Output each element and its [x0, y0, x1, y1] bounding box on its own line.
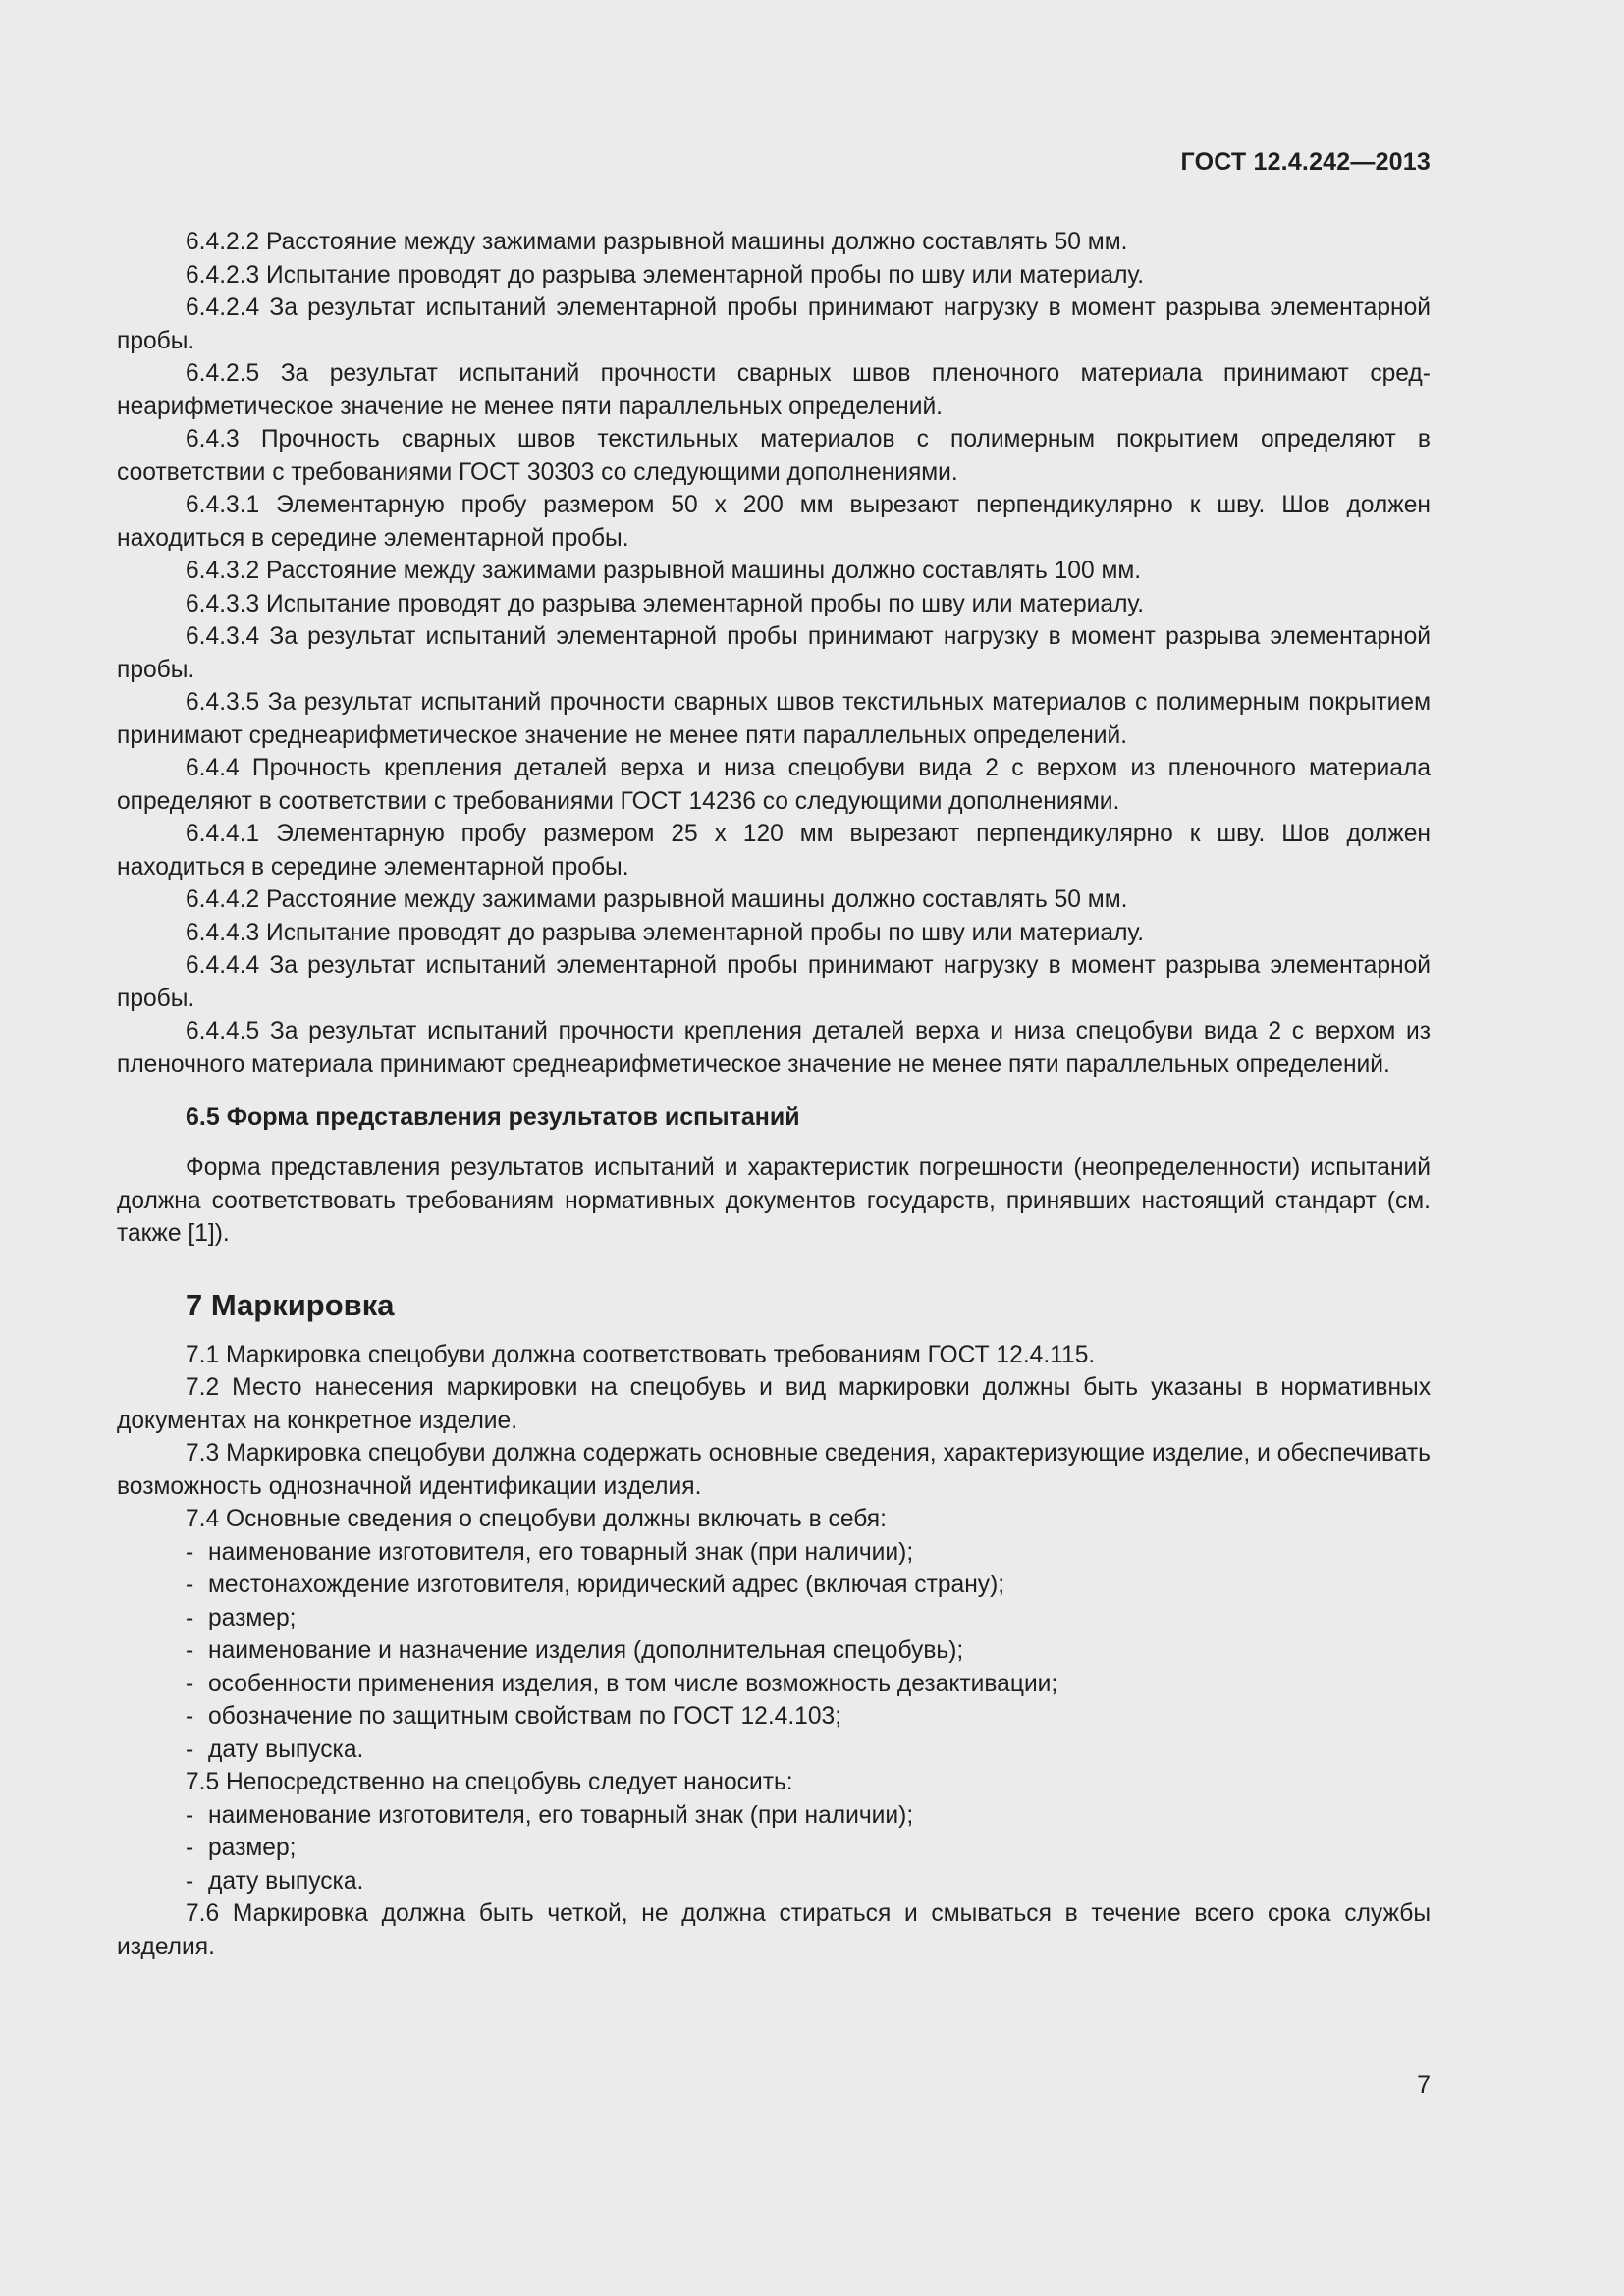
- paragraph-6-4-4-5: 6.4.4.5 За результат испытаний прочности крепления деталей верха и низа спецобуви вида 2 с верхом из пленочного материала принимают среднеарифметическое значение не менее пяти параллельных определений.: [117, 1018, 1431, 1078]
- list-item: - наименование и назначение изделия (дополнительная спецобувь);: [117, 1634, 1431, 1668]
- paragraph-7-6: 7.6 Маркировка должна быть четкой, не должна стираться и смываться в течение всего срока службы изделия.: [117, 1900, 1431, 1960]
- list-item: - обозначение по защитным свойствам по ГОСТ 12.4.103;: [117, 1700, 1431, 1734]
- paragraph-6-4-2-3: 6.4.2.3 Испытание проводят до разрыва элементарной пробы по шву или материалу.: [186, 261, 1145, 289]
- list-item: - дату выпуска.: [117, 1865, 1431, 1898]
- document-page: [117, 0, 1431, 2296]
- list-item: - размер;: [117, 1832, 1431, 1865]
- list-item: - наименование изготовителя, его товарный знак (при наличии);: [117, 1799, 1431, 1833]
- paragraph-7-2: 7.2 Место нанесения маркировки на спецобувь и вид маркировки должны быть указаны в нормативных документах на конкретное изделие.: [117, 1374, 1431, 1434]
- paragraph-6-4-4: 6.4.4 Прочность крепления деталей верха и низа спецобуви вида 2 с верхом из пленочного материала определяют в соответствии с требованиями ГОСТ 14236 со следующими дополнениями.: [117, 755, 1431, 815]
- section-heading-6-5: 6.5 Форма представления результатов испытаний: [186, 1103, 800, 1131]
- paragraph-7-4: 7.4 Основные сведения о спецобуви должны включать в себя:: [186, 1506, 887, 1532]
- document-header: ГОСТ 12.4.242—2013: [1180, 148, 1431, 176]
- list-item: - местонахождение изготовителя, юридический адрес (включая страну);: [117, 1569, 1431, 1602]
- paragraph-7-5: 7.5 Непосредственно на спецобувь следует наносить:: [186, 1769, 793, 1795]
- paragraph-6-4-3-5: 6.4.3.5 За результат испытаний прочности сварных швов текстильных материалов с полимерным покрытием принимают среднеарифметическое значение не менее пяти параллельных определений.: [117, 689, 1431, 749]
- list-item: - особенности применения изделия, в том числе возможность дезактивации;: [117, 1668, 1431, 1701]
- paragraph-6-4-3-2: 6.4.3.2 Расстояние между зажимами разрывной машины должно составлять 100 мм.: [186, 558, 1142, 584]
- list-7-4: [117, 1536, 1431, 1767]
- list-7-5: [117, 1799, 1431, 1898]
- paragraph-6-4-3-4: 6.4.3.4 За результат испытаний элементарной пробы принимают нагрузку в момент разрыва элементарной пробы.: [117, 623, 1431, 683]
- paragraph-6-4-4-2: 6.4.4.2 Расстояние между зажимами разрывной машины должно составлять 50 мм.: [186, 886, 1128, 913]
- paragraph-6-4-3-3: 6.4.3.3 Испытание проводят до разрыва элементарной пробы по шву или материалу.: [186, 590, 1145, 617]
- list-item: - размер;: [117, 1602, 1431, 1635]
- list-item: - наименование изготовителя, его товарный знак (при наличии);: [117, 1536, 1431, 1570]
- paragraph-6-4-2-4: 6.4.2.4 За результат испытаний элементарной пробы принимают нагрузку в момент разрыва элементарной пробы.: [117, 294, 1431, 354]
- paragraph-6-4-3: 6.4.3 Прочность сварных швов текстильных материалов с полимерным покрытием определяют в соответствии с требованиями ГОСТ 30303 со следующими дополнениями.: [117, 426, 1431, 486]
- paragraph-6-4-4-3: 6.4.4.3 Испытание проводят до разрыва элементарной пробы по шву или материалу.: [186, 919, 1145, 946]
- paragraph-7-3: 7.3 Маркировка спецобуви должна содержать основные сведения, характеризующие изделие, и обеспечивать возможность однозначной идентификации изделия.: [117, 1440, 1431, 1500]
- page-number: 7: [1417, 2071, 1431, 2099]
- paragraph-6-4-4-4: 6.4.4.4 За результат испытаний элементарной пробы принимают нагрузку в момент разрыва элементарной пробы.: [117, 952, 1431, 1012]
- paragraph-6-4-4-1: 6.4.4.1 Элементарную пробу размером 25 x 120 мм вырезают перпендикулярно к шву. Шов должен находиться в середине элементарной пробы.: [117, 821, 1431, 881]
- document-body: [117, 226, 1431, 1963]
- paragraph-6-4-2-5: 6.4.2.5 За результат испытаний прочности сварных швов пленочного материала принимают среднеарифметическое значение не менее пяти параллельных определений.: [117, 360, 1431, 420]
- list-item: - дату выпуска.: [117, 1734, 1431, 1767]
- paragraph-6-5: Форма представления результатов испытаний и характеристик погрешности (неопределенности) испытаний должна соответствовать требованиям нормативных документов государств, принявших настоящий стандарт (см. также [1]).: [117, 1154, 1431, 1247]
- section-heading-7: 7 Маркировка: [186, 1287, 395, 1322]
- paragraph-6-4-3-1: 6.4.3.1 Элементарную пробу размером 50 x 200 мм вырезают перпендикулярно к шву. Шов должен находиться в середине элементарной пробы.: [117, 492, 1431, 552]
- paragraph-6-4-2-2: 6.4.2.2 Расстояние между зажимами разрывной машины должно составлять 50 мм.: [186, 229, 1128, 255]
- paragraph-7-1: 7.1 Маркировка спецобуви должна соответствовать требованиям ГОСТ 12.4.115.: [186, 1341, 1096, 1368]
